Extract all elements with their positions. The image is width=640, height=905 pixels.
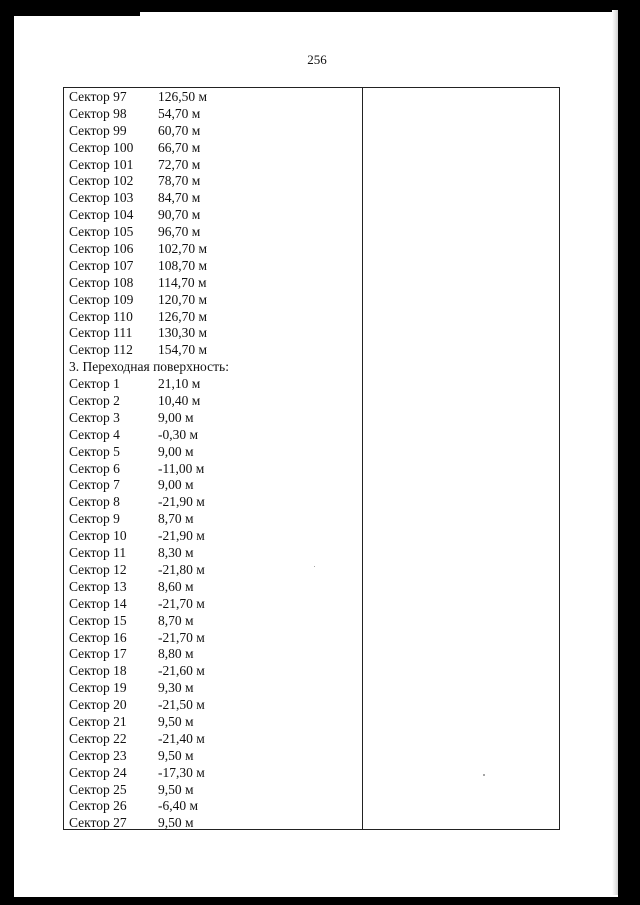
sector-value: -0,30 м [158,426,199,442]
sector-label: Сектор 101 [69,156,134,172]
sector-value: 114,70 м [158,274,207,290]
sector-value: 9,50 м [158,747,194,763]
scan-speck [314,566,315,567]
sector-value: 8,80 м [158,646,194,662]
table-row [69,646,359,663]
sector-label: Сектор 7 [69,477,120,493]
sector-label: Сектор 22 [69,730,127,746]
document-table [63,87,560,830]
sector-label: Сектор 107 [69,257,134,273]
sector-label: Сектор 18 [69,663,127,679]
sector-value: -21,90 м [158,528,205,544]
table-row [69,798,359,815]
sector-value: 126,70 м [158,308,208,324]
sector-value: 9,00 м [158,477,194,493]
sector-label: Сектор 104 [69,207,134,223]
table-row [69,342,359,359]
table-row [69,376,359,393]
sector-label: Сектор 25 [69,781,127,797]
table-row [69,224,359,241]
sector-value: 9,00 м [158,409,194,425]
sector-value: -21,50 м [158,697,205,713]
sector-value: 120,70 м [158,291,208,307]
sector-value: -17,30 м [158,764,205,780]
sector-label: Сектор 21 [69,713,127,729]
sector-value: -21,80 м [158,561,205,577]
sector-label: Сектор 14 [69,595,127,611]
sector-value: 9,00 м [158,443,194,459]
sector-value: -21,40 м [158,730,205,746]
table-row [69,511,359,528]
sector-label: Сектор 19 [69,680,127,696]
sector-label: Сектор 100 [69,139,134,155]
page-number: 256 [307,52,327,67]
sector-label: Сектор 1 [69,376,120,392]
table-row [69,765,359,782]
sector-value: 60,70 м [158,122,201,138]
sector-value: 9,50 м [158,713,194,729]
sector-label: Сектор 16 [69,629,127,645]
sector-value: -21,90 м [158,494,205,510]
table-row [69,714,359,731]
sector-value: 9,30 м [158,680,194,696]
table-row [69,190,359,207]
sector-value: -11,00 м [158,460,205,476]
sector-value: 21,10 м [158,376,201,392]
sector-label: Сектор 15 [69,612,127,628]
table-row [69,545,359,562]
sector-label: Сектор 102 [69,173,134,189]
table-row [69,410,359,427]
sector-value: 10,40 м [158,393,201,409]
sector-label: Сектор 106 [69,241,134,257]
scan-edge-top-shadow [0,12,140,16]
table-row [69,275,359,292]
sector-label: Сектор 17 [69,646,127,662]
sector-label: Сектор 10 [69,528,127,544]
sector-label: Сектор 23 [69,747,127,763]
table-row [69,258,359,275]
table-row [69,562,359,579]
scan-edge-top [0,0,640,12]
sector-label: Сектор 98 [69,105,127,121]
table-row [69,477,359,494]
scan-edge-right [618,0,640,905]
sector-label: Сектор 105 [69,224,134,240]
sector-value: -21,70 м [158,595,205,611]
table-row [69,596,359,613]
sector-label: Сектор 4 [69,426,120,442]
table-row [69,325,359,342]
sector-value: 90,70 м [158,207,201,223]
table-row [69,815,359,832]
table-row [69,528,359,545]
table-row [69,207,359,224]
sector-value: 102,70 м [158,241,208,257]
sector-value: 78,70 м [158,173,201,189]
sector-label: Сектор 11 [69,545,127,561]
table-row [69,579,359,596]
sector-label: Сектор 97 [69,89,127,104]
sector-value: 9,50 м [158,781,194,797]
sector-value: -21,70 м [158,629,205,645]
sector-value: 8,30 м [158,545,194,561]
sector-label: Сектор 109 [69,291,134,307]
sector-label: Сектор 103 [69,190,134,206]
table-row [69,89,359,106]
table-row [69,241,359,258]
table-row [69,663,359,680]
table-row [69,427,359,444]
sector-label: Сектор 3 [69,409,120,425]
sector-label: Сектор 108 [69,274,134,290]
table-row [69,292,359,309]
sector-label: Сектор 12 [69,561,127,577]
sector-value: 54,70 м [158,105,201,121]
section-heading-row [69,359,359,376]
scan-edge-right-shadow [612,10,618,895]
sector-value: -6,40 м [158,798,199,814]
sector-value: -21,60 м [158,663,205,679]
scan-speck [483,774,485,776]
column-divider [362,88,363,829]
sector-value: 66,70 м [158,139,201,155]
sector-label: Сектор 8 [69,494,120,510]
table-row [69,680,359,697]
table-row [69,731,359,748]
table-row [69,748,359,765]
sector-label: Сектор 99 [69,122,127,138]
table-row [69,697,359,714]
table-row [69,444,359,461]
table-row [69,782,359,799]
section-heading: 3. Переходная поверхность: [69,359,229,375]
table-row [69,173,359,190]
sector-value: 130,30 м [158,325,208,341]
table-row [69,106,359,123]
sector-label: Сектор 9 [69,511,120,527]
sector-label: Сектор 112 [69,342,133,358]
sector-value: 8,60 м [158,578,194,594]
sector-value: 154,70 м [158,342,208,358]
table-row [69,630,359,647]
table-left-column [69,89,359,832]
sector-label: Сектор 20 [69,697,127,713]
sector-label: Сектор 24 [69,764,127,780]
scan-edge-left [0,0,14,905]
sector-label: Сектор 5 [69,443,120,459]
sector-value: 72,70 м [158,156,201,172]
scan-edge-bottom [0,897,640,905]
table-row [69,461,359,478]
sector-value: 126,50 м [158,89,208,104]
table-row [69,140,359,157]
sector-value: 8,70 м [158,511,194,527]
sector-value: 9,50 м [158,815,194,831]
sector-label: Сектор 13 [69,578,127,594]
sector-label: Сектор 6 [69,460,120,476]
table-row [69,123,359,140]
sector-value: 84,70 м [158,190,201,206]
sector-label: Сектор 26 [69,798,127,814]
sector-label: Сектор 110 [69,308,133,324]
table-row [69,613,359,630]
sector-label: Сектор 27 [69,815,127,831]
table-row [69,393,359,410]
table-row [69,309,359,326]
sector-value: 96,70 м [158,224,201,240]
table-row [69,157,359,174]
table-row [69,494,359,511]
sector-label: Сектор 2 [69,393,120,409]
sector-value: 108,70 м [158,257,208,273]
sector-label: Сектор 111 [69,325,133,341]
sector-value: 8,70 м [158,612,194,628]
